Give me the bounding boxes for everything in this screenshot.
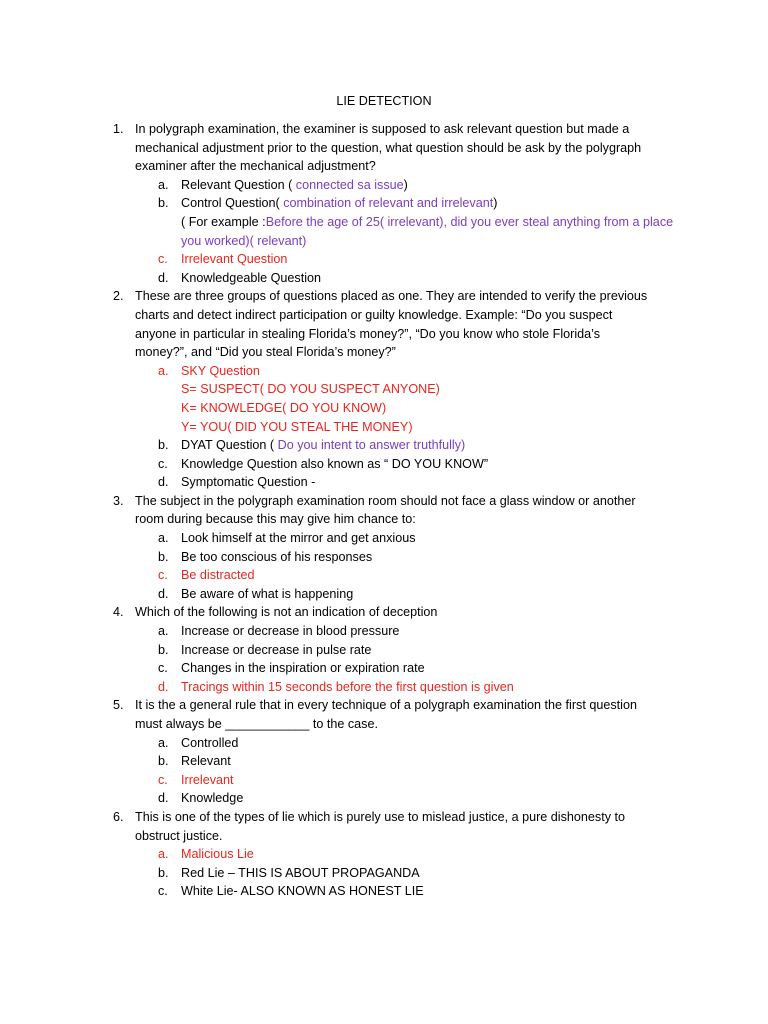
option-tail: ) — [493, 196, 498, 211]
option-text: Relevant Question ( — [181, 177, 293, 192]
option-letter: d. — [158, 270, 169, 285]
option-letter: c. — [158, 456, 168, 471]
answer-option-item — [0, 789, 768, 808]
question-text: It is the a general rule that in every technique of a polygraph examination the first question must always be ____________ to the case. — [135, 698, 637, 731]
option-text: Knowledge — [181, 791, 244, 806]
option-body — [181, 455, 676, 474]
option-letter: c. — [158, 884, 168, 899]
option-text: SKY Question — [181, 363, 260, 378]
question-text: Which of the following is not an indication of deception — [135, 605, 438, 620]
document-title: LIE DETECTION — [336, 94, 432, 108]
option-letter: a. — [158, 363, 169, 378]
answer-option-item — [0, 622, 768, 641]
answer-option-item — [0, 548, 768, 567]
question-number: 6. — [113, 809, 124, 824]
question-number: 3. — [113, 493, 124, 508]
option-body — [181, 734, 676, 753]
option-letter: c. — [158, 772, 168, 787]
option-body — [181, 882, 676, 901]
option-letter: a. — [158, 177, 169, 192]
option-body — [181, 864, 676, 883]
question-item — [0, 696, 768, 733]
answer-option-item — [0, 734, 768, 753]
question-text: The subject in the polygraph examination room should not face a glass window or another room during because this may give him chance to: — [135, 493, 636, 527]
option-body — [181, 548, 676, 567]
option-text: Controlled — [181, 735, 239, 750]
question-text: In polygraph examination, the examiner is supposed to ask relevant question but made a mechanical adjustment prior to the question, what question should be ask by the polygraph examiner after the mechanical adjustment? — [135, 122, 642, 174]
option-letter: a. — [158, 531, 169, 546]
option-body — [181, 362, 676, 436]
option-letter: b. — [158, 549, 169, 564]
option-tail: ) — [403, 177, 408, 192]
option-text: Irrelevant — [181, 772, 234, 787]
answer-option — [0, 678, 768, 697]
option-text: Knowledge Question also known as “ DO YOU KNOW” — [181, 456, 489, 471]
option-letter: d. — [158, 586, 169, 601]
answer-option-item — [0, 882, 768, 901]
option-body — [181, 752, 676, 771]
answer-option-item — [0, 473, 768, 492]
option-text: Be too conscious of his responses — [181, 549, 373, 564]
option-letter: c. — [158, 568, 168, 583]
option-body — [181, 269, 676, 288]
option-text: Tracings within 15 seconds before the first question is given — [181, 679, 514, 694]
answer-option — [0, 845, 768, 864]
option-letter: b. — [158, 642, 169, 657]
option-letter: b. — [158, 196, 169, 211]
option-text: Irrelevant Question — [181, 252, 288, 267]
option-text: Red Lie – THIS IS ABOUT PROPAGANDA — [181, 865, 420, 880]
answer-option-item — [0, 176, 768, 195]
question-number: 1. — [113, 122, 124, 136]
option-letter: b. — [158, 438, 169, 453]
option-note: Do you intent to answer truthfully) — [274, 438, 466, 453]
option-body — [181, 845, 676, 864]
answer-option — [0, 771, 768, 790]
option-text: Look himself at the mirror and get anxious — [181, 531, 416, 546]
answer-option-item — [0, 455, 768, 474]
option-text: Be distracted — [181, 568, 255, 583]
question-text: These are three groups of questions placed as one. They are intended to verify the previous charts and detect indirect participation or guilty knowledge. Example: “Do you suspect anyone in particular in stealing Florida’s money?”, “Do you know who stole Florida’s money?”, and “Did you steal Florida’s money?” — [135, 289, 648, 360]
question-number: 5. — [113, 698, 124, 713]
question-number: 2. — [113, 289, 124, 304]
option-body — [181, 771, 676, 790]
option-example — [181, 213, 676, 250]
option-text: Increase or decrease in pulse rate — [181, 642, 372, 657]
option-letter: d. — [158, 475, 169, 490]
option-body — [181, 585, 676, 604]
option-text: Increase or decrease in blood pressure — [181, 624, 400, 639]
question-item — [0, 287, 768, 361]
option-body — [181, 641, 676, 660]
answer-option-item — [0, 194, 768, 250]
option-text: Be aware of what is happening — [181, 586, 354, 601]
option-letter: c. — [158, 661, 168, 676]
option-text: DYAT Question ( — [181, 438, 275, 453]
example-prefix: ( For example : — [181, 214, 266, 229]
option-text: Malicious Lie — [181, 847, 254, 862]
option-sub-line: S= SUSPECT( DO YOU SUSPECT ANYONE) — [181, 382, 440, 397]
option-letter: b. — [158, 754, 169, 769]
answer-option-item — [0, 864, 768, 883]
answer-option — [0, 362, 768, 436]
answer-option — [0, 566, 768, 585]
answer-option-item — [0, 752, 768, 771]
option-text: Changes in the inspiration or expiration rate — [181, 661, 425, 676]
option-body — [181, 566, 676, 585]
option-letter: d. — [158, 791, 169, 806]
example-note: Before the age of 25( irrelevant), did you ever steal anything from a place you worked)( relevant) — [181, 214, 674, 248]
option-text: Control Question( — [181, 196, 280, 211]
option-sub-line: Y= YOU( DID YOU STEAL THE MONEY) — [181, 419, 413, 434]
option-text: Relevant — [181, 754, 231, 769]
question-item — [0, 492, 768, 529]
answer-option-item — [0, 585, 768, 604]
option-body — [181, 473, 676, 492]
option-letter: b. — [158, 865, 169, 880]
question-item — [0, 603, 768, 622]
answer-option-item — [0, 436, 768, 455]
answer-option-item — [0, 529, 768, 548]
option-note: combination of relevant and irrelevant — [279, 196, 494, 211]
answer-option-item — [0, 641, 768, 660]
option-letter: d. — [158, 679, 169, 694]
option-letter: a. — [158, 735, 169, 750]
option-text: Symptomatic Question - — [181, 475, 316, 490]
option-body — [181, 436, 676, 455]
question-text: This is one of the types of lie which is purely use to mislead justice, a pure dishonesty to obstruct justice. — [135, 809, 626, 843]
option-body — [181, 194, 676, 250]
option-letter: a. — [158, 847, 169, 862]
option-body — [181, 529, 676, 548]
option-body — [181, 659, 676, 678]
answer-option — [0, 250, 768, 269]
question-number: 4. — [113, 605, 124, 620]
option-letter: a. — [158, 624, 169, 639]
option-letter: c. — [158, 252, 168, 267]
answer-option-item — [0, 269, 768, 288]
question-list — [0, 120, 768, 901]
option-body — [181, 176, 676, 195]
question-item — [0, 120, 768, 176]
option-sub-line: K= KNOWLEDGE( DO YOU KNOW) — [181, 400, 387, 415]
option-text: Knowledgeable Question — [181, 270, 322, 285]
option-body — [181, 250, 676, 269]
option-body — [181, 789, 676, 808]
option-body — [181, 678, 676, 697]
option-text: White Lie- ALSO KNOWN AS HONEST LIE — [181, 884, 424, 899]
option-note: connected sa issue — [292, 177, 404, 192]
answer-option-item — [0, 659, 768, 678]
option-body — [181, 622, 676, 641]
question-item — [0, 808, 768, 845]
